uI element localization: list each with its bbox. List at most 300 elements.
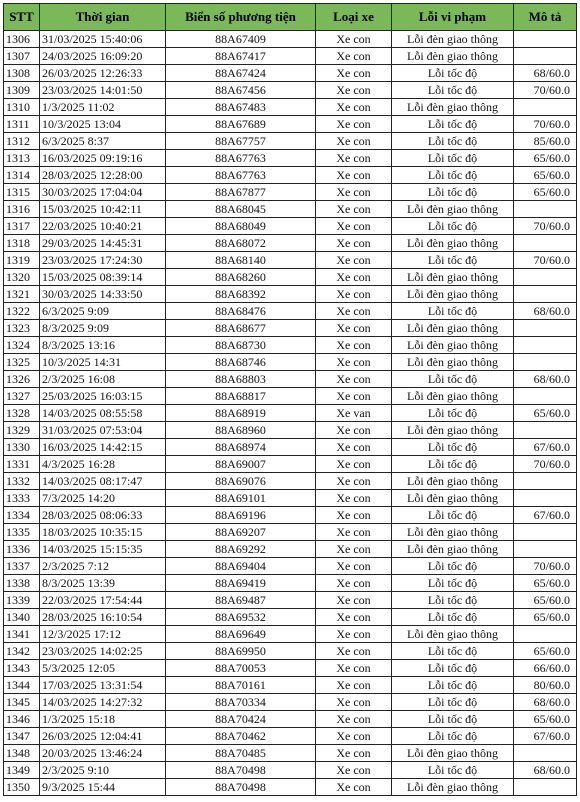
cell-time: 28/03/2025 12:28:00 (40, 167, 166, 184)
cell-violation: Lỗi tốc độ (392, 677, 514, 694)
cell-violation: Lỗi tốc độ (392, 371, 514, 388)
cell-vehicle-type: Xe con (316, 626, 392, 643)
cell-plate: 88A69950 (166, 643, 316, 660)
cell-description (514, 269, 577, 286)
cell-stt: 1322 (4, 303, 40, 320)
table-row (4, 354, 577, 371)
cell-stt: 1333 (4, 490, 40, 507)
cell-violation: Lỗi đèn giao thông (392, 320, 514, 337)
cell-violation: Lỗi tốc độ (392, 218, 514, 235)
cell-vehicle-type: Xe con (316, 371, 392, 388)
cell-plate: 88A69404 (166, 558, 316, 575)
header-violation: Lỗi vi phạm (392, 4, 514, 31)
cell-vehicle-type: Xe con (316, 31, 392, 48)
table-row (4, 65, 577, 82)
violations-table (3, 3, 577, 796)
cell-time: 4/3/2025 16:28 (40, 456, 166, 473)
cell-stt: 1314 (4, 167, 40, 184)
cell-plate: 88A68072 (166, 235, 316, 252)
cell-description: 65/60.0 (514, 184, 577, 201)
cell-vehicle-type: Xe con (316, 252, 392, 269)
cell-description (514, 473, 577, 490)
cell-description (514, 626, 577, 643)
cell-vehicle-type: Xe con (316, 694, 392, 711)
cell-plate: 88A69007 (166, 456, 316, 473)
cell-vehicle-type: Xe con (316, 456, 392, 473)
table-row (4, 150, 577, 167)
table-row (4, 762, 577, 779)
cell-vehicle-type: Xe con (316, 473, 392, 490)
cell-description: 65/60.0 (514, 167, 577, 184)
cell-vehicle-type: Xe con (316, 269, 392, 286)
cell-vehicle-type: Xe con (316, 388, 392, 405)
cell-violation: Lỗi tốc độ (392, 507, 514, 524)
cell-time: 2/3/2025 16:08 (40, 371, 166, 388)
cell-vehicle-type: Xe con (316, 354, 392, 371)
cell-plate: 88A68049 (166, 218, 316, 235)
table-row (4, 31, 577, 48)
cell-plate: 88A68746 (166, 354, 316, 371)
cell-vehicle-type: Xe con (316, 439, 392, 456)
cell-violation: Lỗi đèn giao thông (392, 626, 514, 643)
cell-vehicle-type: Xe con (316, 558, 392, 575)
cell-violation: Lỗi tốc độ (392, 167, 514, 184)
cell-stt: 1325 (4, 354, 40, 371)
cell-violation: Lỗi tốc độ (392, 728, 514, 745)
cell-description: 70/60.0 (514, 82, 577, 99)
cell-stt: 1331 (4, 456, 40, 473)
cell-vehicle-type: Xe con (316, 422, 392, 439)
cell-violation: Lỗi đèn giao thông (392, 541, 514, 558)
cell-description: 68/60.0 (514, 694, 577, 711)
cell-time: 23/03/2025 17:24:30 (40, 252, 166, 269)
cell-stt: 1335 (4, 524, 40, 541)
cell-vehicle-type: Xe con (316, 728, 392, 745)
cell-time: 14/03/2025 15:15:35 (40, 541, 166, 558)
cell-stt: 1348 (4, 745, 40, 762)
cell-vehicle-type: Xe con (316, 133, 392, 150)
table-row (4, 422, 577, 439)
table-row (4, 592, 577, 609)
cell-description: 68/60.0 (514, 371, 577, 388)
table-row (4, 694, 577, 711)
table-row (4, 184, 577, 201)
cell-time: 24/03/2025 16:09:20 (40, 48, 166, 65)
cell-vehicle-type: Xe con (316, 65, 392, 82)
cell-plate: 88A70498 (166, 779, 316, 796)
cell-stt: 1336 (4, 541, 40, 558)
cell-time: 6/3/2025 9:09 (40, 303, 166, 320)
header-description: Mô tả (514, 4, 577, 31)
table-row (4, 99, 577, 116)
cell-stt: 1349 (4, 762, 40, 779)
cell-plate: 88A69487 (166, 592, 316, 609)
table-row (4, 439, 577, 456)
cell-violation: Lỗi đèn giao thông (392, 354, 514, 371)
cell-stt: 1344 (4, 677, 40, 694)
cell-time: 22/03/2025 10:40:21 (40, 218, 166, 235)
cell-plate: 88A68677 (166, 320, 316, 337)
cell-violation: Lỗi tốc độ (392, 184, 514, 201)
cell-plate: 88A69649 (166, 626, 316, 643)
cell-stt: 1307 (4, 48, 40, 65)
table-row (4, 558, 577, 575)
cell-time: 31/03/2025 15:40:06 (40, 31, 166, 48)
cell-description: 65/60.0 (514, 150, 577, 167)
table-row (4, 252, 577, 269)
cell-time: 5/3/2025 12:05 (40, 660, 166, 677)
cell-vehicle-type: Xe con (316, 677, 392, 694)
cell-violation: Lỗi tốc độ (392, 405, 514, 422)
cell-time: 6/3/2025 8:37 (40, 133, 166, 150)
cell-description (514, 201, 577, 218)
cell-time: 25/03/2025 16:03:15 (40, 388, 166, 405)
cell-vehicle-type: Xe con (316, 490, 392, 507)
cell-violation: Lỗi tốc độ (392, 660, 514, 677)
table-row (4, 405, 577, 422)
cell-time: 10/3/2025 13:04 (40, 116, 166, 133)
cell-stt: 1321 (4, 286, 40, 303)
cell-description: 65/60.0 (514, 575, 577, 592)
cell-plate: 88A67757 (166, 133, 316, 150)
cell-plate: 88A67763 (166, 167, 316, 184)
cell-plate: 88A67877 (166, 184, 316, 201)
cell-stt: 1346 (4, 711, 40, 728)
cell-violation: Lỗi tốc độ (392, 643, 514, 660)
cell-time: 15/03/2025 10:42:11 (40, 201, 166, 218)
cell-time: 28/03/2025 16:10:54 (40, 609, 166, 626)
table-row (4, 711, 577, 728)
cell-stt: 1350 (4, 779, 40, 796)
table-row (4, 456, 577, 473)
cell-plate: 88A69101 (166, 490, 316, 507)
cell-time: 20/03/2025 13:46:24 (40, 745, 166, 762)
cell-description: 70/60.0 (514, 456, 577, 473)
cell-stt: 1334 (4, 507, 40, 524)
cell-time: 23/03/2025 14:02:25 (40, 643, 166, 660)
cell-vehicle-type: Xe con (316, 320, 392, 337)
table-row (4, 303, 577, 320)
table-row (4, 48, 577, 65)
cell-plate: 88A68392 (166, 286, 316, 303)
cell-violation: Lỗi đèn giao thông (392, 269, 514, 286)
cell-stt: 1312 (4, 133, 40, 150)
cell-stt: 1310 (4, 99, 40, 116)
cell-stt: 1316 (4, 201, 40, 218)
cell-description (514, 388, 577, 405)
cell-stt: 1324 (4, 337, 40, 354)
cell-description (514, 524, 577, 541)
cell-plate: 88A68974 (166, 439, 316, 456)
cell-violation: Lỗi tốc độ (392, 116, 514, 133)
cell-description (514, 320, 577, 337)
cell-stt: 1320 (4, 269, 40, 286)
cell-stt: 1332 (4, 473, 40, 490)
cell-description (514, 354, 577, 371)
cell-stt: 1345 (4, 694, 40, 711)
cell-time: 9/3/2025 15:44 (40, 779, 166, 796)
cell-violation: Lỗi đèn giao thông (392, 337, 514, 354)
cell-description (514, 541, 577, 558)
table-row (4, 371, 577, 388)
cell-vehicle-type: Xe con (316, 541, 392, 558)
cell-plate: 88A68817 (166, 388, 316, 405)
cell-time: 23/03/2025 14:01:50 (40, 82, 166, 99)
cell-plate: 88A69196 (166, 507, 316, 524)
cell-description (514, 490, 577, 507)
cell-time: 31/03/2025 07:53:04 (40, 422, 166, 439)
cell-time: 15/03/2025 08:39:14 (40, 269, 166, 286)
table-row (4, 677, 577, 694)
table-row (4, 473, 577, 490)
cell-violation: Lỗi đèn giao thông (392, 490, 514, 507)
cell-plate: 88A70161 (166, 677, 316, 694)
cell-violation: Lỗi đèn giao thông (392, 388, 514, 405)
cell-plate: 88A68476 (166, 303, 316, 320)
table-row (4, 779, 577, 796)
cell-plate: 88A67689 (166, 116, 316, 133)
cell-violation: Lỗi đèn giao thông (392, 422, 514, 439)
cell-plate: 88A67483 (166, 99, 316, 116)
cell-violation: Lỗi đèn giao thông (392, 235, 514, 252)
cell-vehicle-type: Xe con (316, 150, 392, 167)
cell-time: 2/3/2025 9:10 (40, 762, 166, 779)
cell-stt: 1330 (4, 439, 40, 456)
cell-time: 22/03/2025 17:54:44 (40, 592, 166, 609)
cell-violation: Lỗi đèn giao thông (392, 99, 514, 116)
cell-vehicle-type: Xe con (316, 711, 392, 728)
cell-plate: 88A69419 (166, 575, 316, 592)
cell-description: 68/60.0 (514, 762, 577, 779)
cell-description (514, 745, 577, 762)
cell-stt: 1329 (4, 422, 40, 439)
cell-vehicle-type: Xe con (316, 201, 392, 218)
cell-vehicle-type: Xe van (316, 405, 392, 422)
cell-vehicle-type: Xe con (316, 167, 392, 184)
cell-plate: 88A70424 (166, 711, 316, 728)
cell-vehicle-type: Xe con (316, 116, 392, 133)
table-row (4, 218, 577, 235)
cell-description: 67/60.0 (514, 439, 577, 456)
cell-time: 30/03/2025 17:04:04 (40, 184, 166, 201)
table-row (4, 507, 577, 524)
cell-time: 28/03/2025 08:06:33 (40, 507, 166, 524)
cell-vehicle-type: Xe con (316, 592, 392, 609)
cell-description (514, 99, 577, 116)
cell-violation: Lỗi đèn giao thông (392, 31, 514, 48)
cell-stt: 1343 (4, 660, 40, 677)
cell-stt: 1327 (4, 388, 40, 405)
cell-description: 70/60.0 (514, 218, 577, 235)
cell-stt: 1311 (4, 116, 40, 133)
cell-description: 70/60.0 (514, 252, 577, 269)
cell-description: 68/60.0 (514, 303, 577, 320)
cell-description (514, 337, 577, 354)
cell-violation: Lỗi đèn giao thông (392, 286, 514, 303)
table-row (4, 524, 577, 541)
cell-vehicle-type: Xe con (316, 779, 392, 796)
table-row (4, 626, 577, 643)
cell-vehicle-type: Xe con (316, 303, 392, 320)
cell-time: 16/03/2025 09:19:16 (40, 150, 166, 167)
cell-time: 14/03/2025 08:17:47 (40, 473, 166, 490)
cell-time: 8/3/2025 9:09 (40, 320, 166, 337)
cell-plate: 88A68919 (166, 405, 316, 422)
cell-description: 65/60.0 (514, 609, 577, 626)
cell-violation: Lỗi tốc độ (392, 575, 514, 592)
cell-description: 85/60.0 (514, 133, 577, 150)
cell-violation: Lỗi tốc độ (392, 609, 514, 626)
cell-time: 14/03/2025 14:27:32 (40, 694, 166, 711)
cell-time: 18/03/2025 10:35:15 (40, 524, 166, 541)
cell-vehicle-type: Xe con (316, 286, 392, 303)
cell-description: 80/60.0 (514, 677, 577, 694)
cell-plate: 88A67409 (166, 31, 316, 48)
table-row (4, 286, 577, 303)
cell-description (514, 286, 577, 303)
cell-vehicle-type: Xe con (316, 337, 392, 354)
cell-description (514, 48, 577, 65)
violations-table-container (3, 3, 577, 796)
cell-stt: 1318 (4, 235, 40, 252)
cell-vehicle-type: Xe con (316, 82, 392, 99)
cell-vehicle-type: Xe con (316, 643, 392, 660)
cell-description (514, 31, 577, 48)
cell-violation: Lỗi tốc độ (392, 439, 514, 456)
cell-stt: 1347 (4, 728, 40, 745)
header-plate: Biển số phương tiện (166, 4, 316, 31)
cell-vehicle-type: Xe con (316, 48, 392, 65)
cell-plate: 88A67417 (166, 48, 316, 65)
cell-vehicle-type: Xe con (316, 745, 392, 762)
cell-description: 67/60.0 (514, 728, 577, 745)
header-stt: STT (4, 4, 40, 31)
cell-stt: 1339 (4, 592, 40, 609)
table-row (4, 388, 577, 405)
header-vehicle-type: Loại xe (316, 4, 392, 31)
cell-time: 1/3/2025 11:02 (40, 99, 166, 116)
table-row (4, 133, 577, 150)
cell-violation: Lỗi đèn giao thông (392, 201, 514, 218)
cell-violation: Lỗi tốc độ (392, 592, 514, 609)
cell-plate: 88A67424 (166, 65, 316, 82)
cell-vehicle-type: Xe con (316, 184, 392, 201)
cell-plate: 88A69292 (166, 541, 316, 558)
cell-time: 26/03/2025 12:26:33 (40, 65, 166, 82)
table-header-row (4, 4, 577, 31)
cell-time: 10/3/2025 14:31 (40, 354, 166, 371)
cell-violation: Lỗi tốc độ (392, 65, 514, 82)
cell-violation: Lỗi tốc độ (392, 558, 514, 575)
cell-time: 2/3/2025 7:12 (40, 558, 166, 575)
cell-plate: 88A70334 (166, 694, 316, 711)
cell-violation: Lỗi tốc độ (392, 456, 514, 473)
cell-time: 7/3/2025 14:20 (40, 490, 166, 507)
cell-vehicle-type: Xe con (316, 660, 392, 677)
cell-time: 8/3/2025 13:39 (40, 575, 166, 592)
cell-stt: 1317 (4, 218, 40, 235)
table-row (4, 337, 577, 354)
cell-time: 14/03/2025 08:55:58 (40, 405, 166, 422)
cell-plate: 88A68730 (166, 337, 316, 354)
cell-plate: 88A67763 (166, 150, 316, 167)
cell-time: 1/3/2025 15:18 (40, 711, 166, 728)
cell-stt: 1308 (4, 65, 40, 82)
table-row (4, 745, 577, 762)
cell-plate: 88A70498 (166, 762, 316, 779)
table-row (4, 320, 577, 337)
cell-vehicle-type: Xe con (316, 235, 392, 252)
cell-description: 65/60.0 (514, 592, 577, 609)
cell-time: 26/03/2025 12:04:41 (40, 728, 166, 745)
cell-violation: Lỗi tốc độ (392, 694, 514, 711)
cell-plate: 88A67456 (166, 82, 316, 99)
cell-stt: 1341 (4, 626, 40, 643)
cell-description: 67/60.0 (514, 507, 577, 524)
cell-violation: Lỗi đèn giao thông (392, 779, 514, 796)
cell-violation: Lỗi tốc độ (392, 150, 514, 167)
cell-vehicle-type: Xe con (316, 99, 392, 116)
cell-vehicle-type: Xe con (316, 507, 392, 524)
cell-time: 12/3/2025 17:12 (40, 626, 166, 643)
cell-stt: 1309 (4, 82, 40, 99)
cell-violation: Lỗi tốc độ (392, 82, 514, 99)
cell-stt: 1338 (4, 575, 40, 592)
cell-stt: 1340 (4, 609, 40, 626)
cell-description (514, 235, 577, 252)
cell-violation: Lỗi đèn giao thông (392, 745, 514, 762)
cell-plate: 88A69207 (166, 524, 316, 541)
cell-stt: 1306 (4, 31, 40, 48)
table-row (4, 235, 577, 252)
cell-description (514, 422, 577, 439)
cell-vehicle-type: Xe con (316, 575, 392, 592)
cell-stt: 1315 (4, 184, 40, 201)
table-row (4, 643, 577, 660)
cell-description: 68/60.0 (514, 65, 577, 82)
cell-time: 30/03/2025 14:33:50 (40, 286, 166, 303)
cell-stt: 1313 (4, 150, 40, 167)
cell-stt: 1323 (4, 320, 40, 337)
table-body (4, 31, 577, 796)
cell-vehicle-type: Xe con (316, 609, 392, 626)
table-row (4, 541, 577, 558)
cell-plate: 88A68960 (166, 422, 316, 439)
cell-stt: 1319 (4, 252, 40, 269)
cell-violation: Lỗi tốc độ (392, 133, 514, 150)
cell-vehicle-type: Xe con (316, 762, 392, 779)
cell-plate: 88A70485 (166, 745, 316, 762)
cell-description: 65/60.0 (514, 643, 577, 660)
header-time: Thời gian (40, 4, 166, 31)
table-row (4, 269, 577, 286)
table-row (4, 575, 577, 592)
cell-description: 66/60.0 (514, 660, 577, 677)
cell-time: 29/03/2025 14:45:31 (40, 235, 166, 252)
cell-plate: 88A69076 (166, 473, 316, 490)
table-row (4, 660, 577, 677)
cell-vehicle-type: Xe con (316, 218, 392, 235)
cell-description (514, 779, 577, 796)
cell-time: 16/03/2025 14:42:15 (40, 439, 166, 456)
cell-violation: Lỗi tốc độ (392, 762, 514, 779)
cell-time: 8/3/2025 13:16 (40, 337, 166, 354)
table-row (4, 167, 577, 184)
cell-violation: Lỗi đèn giao thông (392, 473, 514, 490)
cell-vehicle-type: Xe con (316, 524, 392, 541)
table-row (4, 490, 577, 507)
cell-description: 70/60.0 (514, 558, 577, 575)
